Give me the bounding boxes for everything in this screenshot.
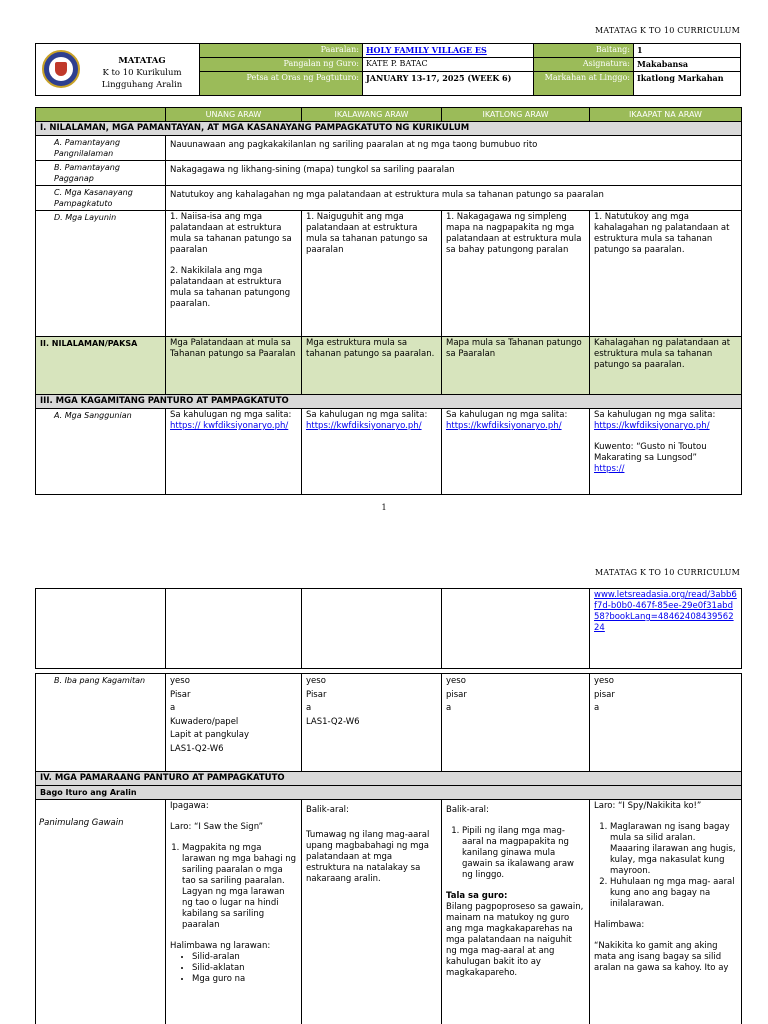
section-2-title: II. NILALAMAN/PAKSA xyxy=(36,337,166,395)
panimula-day1-bullet: • Mga guro na xyxy=(192,974,297,985)
page-gap xyxy=(0,520,768,562)
row-iba-pang-kagamitan xyxy=(36,674,742,772)
panimula-day4 xyxy=(590,800,742,1024)
baitang-value: 1 xyxy=(637,45,643,55)
asignatura-value: Makabansa xyxy=(637,59,689,69)
panimula-day1-example: Halimbawa ng larawan: xyxy=(170,941,271,951)
sanggunian-day4-link2[interactable]: https:// xyxy=(594,464,625,474)
row-nilalaman-paksa xyxy=(36,337,742,395)
kagamitan-day4-item: yeso xyxy=(594,676,614,686)
panimula-day3 xyxy=(442,800,590,1024)
page-number: 1 xyxy=(381,503,387,512)
curriculum-label: MATATAG K TO 10 CURRICULUM xyxy=(594,568,740,577)
panimula-day1-intro: Ipagawa: xyxy=(170,801,209,811)
paksa-day2: Mga estruktura mula sa tahanan patungo sa paaralan. xyxy=(302,337,442,395)
panimula-day3-note-title: Tala sa guro: xyxy=(446,891,508,901)
lesson-table-page-1 xyxy=(35,107,742,495)
layunin-day1 xyxy=(166,211,302,337)
panimula-day3-note: Bilang pagpoproseso sa gawain, mainam na matukoy ng guro ang mga magkakaparehas na mga palatandaan na naiguhit ng mga mag-aaral at ang kahulugan bakit ito ay magkakapareho. xyxy=(446,902,584,978)
kagamitan-day1-item: Pisar xyxy=(170,689,191,700)
row-pamantayang-pangnilalaman xyxy=(36,136,742,161)
panimula-day3-step: 1. Pipili ng ilang mga mag- aaral na magpapakita ng kanilang ginawa mula gawain sa ikalawang araw ng linggo. xyxy=(462,826,585,881)
kagamitan-day4-item: pisar xyxy=(594,689,615,700)
kagamitan-day1-item: yeso xyxy=(170,676,190,686)
row-pamantayang-pagganap xyxy=(36,161,742,186)
sanggunian-day1-link[interactable]: https:// kwfdiksiyonaryo.ph/ xyxy=(170,421,289,431)
guro-value: KATE P. BATAC xyxy=(363,58,534,71)
layunin-day4: 1. Natutukoy ang mga kahalagahan ng palatandaan at estruktura mula sa tahanan patungo sa paaralan. xyxy=(590,211,742,337)
empty-cell xyxy=(36,589,166,669)
sanggunian-day4-text: Sa kahulugan ng mga salita: xyxy=(594,410,716,420)
layunin-day2: 1. Naiguguhit ang mga palatandaan at estruktura mula sa tahanan patungo sa paaralan xyxy=(302,211,442,337)
kagamitan-day1-item: Kuwadero/papel xyxy=(170,716,239,727)
sanggunian-day2-text: Sa kahulugan ng mga salita: xyxy=(306,410,428,420)
sanggunian-day4-link[interactable]: https://kwfdiksiyonaryo.ph/ xyxy=(594,421,710,431)
kagamitan-day3-item: a xyxy=(446,703,452,713)
markahan-label: Markahan at Linggo: xyxy=(534,72,634,95)
panimula-day3-intro: Balik-aral: xyxy=(446,805,489,815)
sanggunian-day1-text: Sa kahulugan ng mga salita: xyxy=(170,410,292,420)
row-mga-sanggunian xyxy=(36,409,742,495)
lesson-table-page-2 xyxy=(35,673,742,1024)
title-line-1: MATATAG xyxy=(118,56,166,66)
label-panimulang-gawain: Panimulang Gawain xyxy=(36,800,166,1024)
layunin-day1-item2: 2. Nakikilala ang mga palatandaan at estruktura mula sa tahanan patungong paaralan. xyxy=(170,266,291,309)
row-sanggunian-continued xyxy=(36,589,742,669)
kagamitan-day1-item: a xyxy=(170,703,176,713)
sanggunian-day4-continued xyxy=(590,589,742,669)
page-2 xyxy=(0,562,768,1024)
title-line-3: Lingguhang Aralin xyxy=(101,80,183,90)
row-mga-layunin xyxy=(36,211,742,337)
kagamitan-day4 xyxy=(590,674,742,772)
section-3-header xyxy=(36,395,742,409)
sanggunian-day4-story: Kuwento: “Gusto ni Toutou Makarating sa Lungsod” xyxy=(594,442,707,463)
panimula-day1-step: 1. Magpakita ng mga larawan ng mga bahagi ng sariling paaralan o mga tao sa sariling paaralan. Lagyan ng mga larawan ng tao o lugar na hindi kabilang sa sariling paaralan xyxy=(182,843,297,931)
value-kasanayang-pampagkatuto: Natutukoy ang kahalagahan ng mga palatandaan at estruktura mula sa tahanan patungo sa paaralan xyxy=(166,186,742,211)
panimula-day1-bullets xyxy=(170,952,297,985)
panimula-day4-step: 2. Huhulaan ng mga mag- aaral kung ano ang bagay na inilalarawan. xyxy=(610,877,737,910)
column-header-day2: IKALAWANG ARAW xyxy=(302,108,442,122)
section-4-header xyxy=(36,772,742,786)
sanggunian-day3-text: Sa kahulugan ng mga salita: xyxy=(446,410,568,420)
layunin-day1-item1: 1. Naiisa-isa ang mga palatandaan at estruktura mula sa tahanan patungo sa paaralan xyxy=(170,212,292,255)
panimula-day1-steps xyxy=(170,843,297,931)
label-pamantayang-pagganap: B. Pamantayang Pagganap xyxy=(36,161,166,186)
sanggunian-day2 xyxy=(302,409,442,495)
row-panimulang-gawain xyxy=(36,800,742,1024)
column-header-day3: IKATLONG ARAW xyxy=(442,108,590,122)
value-pamantayang-pangnilalaman: Nauunawaan ang pagkakakilanlan ng sariling paaralan at ng mga taong bumubuo rito xyxy=(166,136,742,161)
panimula-day4-step: 1. Maglarawan ng isang bagay mula sa silid aralan. Maaaring ilarawan ang hugis, kulay, mga nakasulat kung mayroon. xyxy=(610,822,737,877)
panimula-day1-bullet: • Silid-aralan xyxy=(192,952,297,963)
panimula-day3-steps xyxy=(446,826,585,881)
column-header-day4: IKAAPAT NA ARAW xyxy=(590,108,742,122)
sanggunian-day3-link[interactable]: https://kwfdiksiyonaryo.ph/ xyxy=(446,421,562,431)
deped-seal-icon xyxy=(42,50,80,88)
title-line-2: K to 10 Kurikulum xyxy=(102,68,182,78)
guro-label: Pangalan ng Guro: xyxy=(200,58,363,71)
kagamitan-day1 xyxy=(166,674,302,772)
label-mga-sanggunian: A. Mga Sanggunian xyxy=(36,409,166,495)
kagamitan-day1-item: Lapit at pangkulay xyxy=(170,730,250,740)
column-header-blank xyxy=(36,108,166,122)
paaralan-label: Paaralan: xyxy=(200,44,363,57)
empty-cell xyxy=(166,589,302,669)
baitang-label: Baitang: xyxy=(534,44,634,57)
markahan-value: Ikatlong Markahan xyxy=(637,73,724,83)
lesson-header xyxy=(35,43,741,96)
panimula-day2-text: Tumawag ng ilang mag-aaral upang magbabahagi ng mga palatandaan at mga estruktura na natalakay sa nakaraang aralin. xyxy=(306,830,430,884)
panimula-day4-quote: “Nakikita ko gamit ang aking mata ang isang bagay sa silid aralan na gawa sa kahoy. Ito ay xyxy=(594,941,729,973)
label-iba-pang-kagamitan: B. Iba pang Kagamitan xyxy=(36,674,166,772)
section-1-header xyxy=(36,122,742,136)
panimula-day2 xyxy=(302,800,442,1024)
sanggunian-day4-link3[interactable]: www.letsreadasia.org/read/3abb6f7d-b0b0-467f-85ee-29e0f31abd58?bookLang=4846240843956224 xyxy=(594,590,737,633)
column-header-row xyxy=(36,108,742,122)
panimula-day4-example: Halimbawa: xyxy=(594,920,645,930)
panimula-day1 xyxy=(166,800,302,1024)
panimula-day2-intro: Balik-aral: xyxy=(306,805,349,815)
kagamitan-day2-item: Pisar xyxy=(306,689,327,700)
section-4-title: IV. MGA PAMARAANG PANTURO AT PAMPAGKATUTO xyxy=(36,772,742,786)
paaralan-value[interactable]: HOLY FAMILY VILLAGE ES xyxy=(363,44,534,57)
kagamitan-day3-item: pisar xyxy=(446,689,467,700)
petsa-label: Petsa at Oras ng Pagtuturo: xyxy=(200,72,363,95)
asignatura-label: Asignatura: xyxy=(534,58,634,71)
label-pamantayang-pangnilalaman: A. Pamantayang Pangnilalaman xyxy=(36,136,166,161)
curriculum-label: MATATAG K TO 10 CURRICULUM xyxy=(594,26,740,35)
empty-cell xyxy=(302,589,442,669)
kagamitan-day3-item: yeso xyxy=(446,676,466,686)
kagamitan-day2-item: a xyxy=(306,703,312,713)
logo-cell xyxy=(36,44,200,95)
panimula-day1-game: Laro: “I Saw the Sign” xyxy=(170,822,264,832)
kagamitan-day2-item: LAS1-Q2-W6 xyxy=(306,716,360,727)
lesson-table-continuation xyxy=(35,588,742,669)
section-4-subtitle: Bago Ituro ang Aralin xyxy=(36,786,742,800)
kagamitan-day4-item: a xyxy=(594,703,600,713)
section-3-title: III. MGA KAGAMITANG PANTURO AT PAMPAGKATUTO xyxy=(36,395,742,409)
sanggunian-day4 xyxy=(590,409,742,495)
kagamitan-day1-item: LAS1-Q2-W6 xyxy=(170,743,224,754)
label-kasanayang-pampagkatuto: C. Mga Kasanayang Pampagkatuto xyxy=(36,186,166,211)
label-mga-layunin: D. Mga Layunin xyxy=(36,211,166,337)
sanggunian-day2-link[interactable]: https://kwfdiksiyonaryo.ph/ xyxy=(306,421,422,431)
kagamitan-day2-item: yeso xyxy=(306,676,326,686)
paksa-day1: Mga Palatandaan at mula sa Tahanan patungo sa Paaralan xyxy=(166,337,302,395)
section-4-subheader xyxy=(36,786,742,800)
kagamitan-day3 xyxy=(442,674,590,772)
section-1-title: I. NILALAMAN, MGA PAMANTAYAN, AT MGA KASANAYANG PAMPAGKATUTO NG KURIKULUM xyxy=(36,122,742,136)
sanggunian-day1 xyxy=(166,409,302,495)
row-kasanayang-pampagkatuto xyxy=(36,186,742,211)
sanggunian-day3 xyxy=(442,409,590,495)
panimula-day4-game: Laro: “I Spy/Nakikita ko!” xyxy=(594,801,702,811)
value-pamantayang-pagganap: Nakagagawa ng likhang-sining (mapa) tungkol sa sariling paaralan xyxy=(166,161,742,186)
paksa-day3: Mapa mula sa Tahanan patungo sa Paaralan xyxy=(442,337,590,395)
empty-cell xyxy=(442,589,590,669)
column-header-day1: UNANG ARAW xyxy=(166,108,302,122)
panimula-day4-steps xyxy=(594,822,737,910)
lesson-title xyxy=(86,55,198,91)
layunin-day3: 1. Nakagagawa ng simpleng mapa na nagpapakita ng mga palatandaan at estruktura mula sa bahay patungong paralan xyxy=(442,211,590,337)
petsa-value: JANUARY 13-17, 2025 (WEEK 6) xyxy=(363,72,534,95)
kagamitan-day2 xyxy=(302,674,442,772)
panimula-day1-bullet: • Silid-aklatan xyxy=(192,963,297,974)
paksa-day4: Kahalagahan ng palatandaan at estruktura mula sa tahanan patungo sa paaralan. xyxy=(590,337,742,395)
